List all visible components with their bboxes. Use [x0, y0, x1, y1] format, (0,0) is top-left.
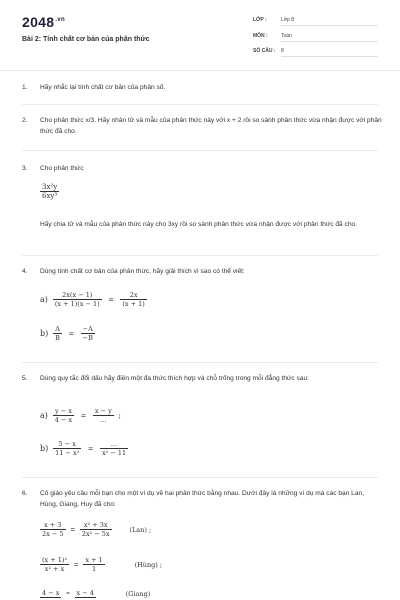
q4-equation-a: a) $\frac{2x(x - 1)}{(x + 1)(x - 1)}$ = $\frac{2x}{(x + 1)}$ [40, 291, 145, 308]
question-1: 1. Hãy nhắc lại tính chất cơ bản của phân số. [22, 84, 166, 91]
divider [22, 150, 378, 151]
site-logo[interactable]: $2048^{.vn}$ [22, 14, 65, 30]
divider [22, 255, 378, 256]
q5-equation-a: a) $\frac{y - x}{4 - x}$ = $\frac{x - y}{...}$ ; [40, 407, 122, 424]
q3-fraction: $\frac{\text{3x²y}}{\text{6xy³}}$ [42, 183, 58, 200]
lesson-title: Bài 2: Tính chất cơ bản của phân thức [22, 36, 150, 43]
divider [22, 477, 378, 478]
class-field: LỚP : Lớp 8 [253, 17, 378, 23]
q6-example-hung: $\frac{\text{(x + 1)²}}{\text{x² + x}}$ = $\frac{x + 1}{1}$ (Hùng) ; [42, 556, 163, 573]
question-5: 5. Dùng quy tắc đổi dấu hãy điền một đa thức thích hợp và chỗ trống trong mỗi đẳng thức sau: [22, 375, 310, 382]
q4-equation-b: b) $\frac{A}{B}$ = $\frac{-A}{-B}$ [40, 325, 93, 342]
question-count-field: SỐ CÂU : 8 [253, 48, 378, 54]
divider [22, 362, 378, 363]
question-4: 4. Dùng tính chất cơ bản của phân thức, hãy giải thích vì sao có thể viết: [22, 268, 245, 275]
question-2: 2. Cho phân thức x/3. Hãy nhân tử và mẫu của phân thức này với x + 2 rồi so sánh phân thức vừa nhận được với phân thức đã cho. [22, 117, 382, 135]
subject-field: MÔN : Toán [253, 33, 378, 39]
q6-example-giang: 4 − x = x − 4 (Giang) [42, 589, 151, 598]
question-3: 3. Cho phân thức [22, 165, 84, 172]
q6-example-lan: $\frac{x + 3}{2x - 5}$ = $\frac{\text{x² + 3x}}{\text{2x² − 5x}}$ (Lan) ; [42, 521, 152, 538]
question-3-text: Hãy chia tử và mẫu của phân thức này cho 3xy rồi so sánh phân thức vừa nhận được với phân thức đã cho. [40, 221, 358, 228]
worksheet-header [0, 0, 400, 71]
q5-equation-b: b) $\frac{5 - x}{\text{11 − x²}}$ = $\frac{...}{\text{x² − 11}}$ [40, 440, 127, 457]
question-6: 6. Cô giáo yêu cầu mỗi bạn cho một ví dụ về hai phân thức bằng nhau. Dưới đây là những ví dụ mà các bạn Lan, Hùng, Giang, Huy đã cho: [22, 490, 365, 508]
divider [22, 104, 378, 105]
